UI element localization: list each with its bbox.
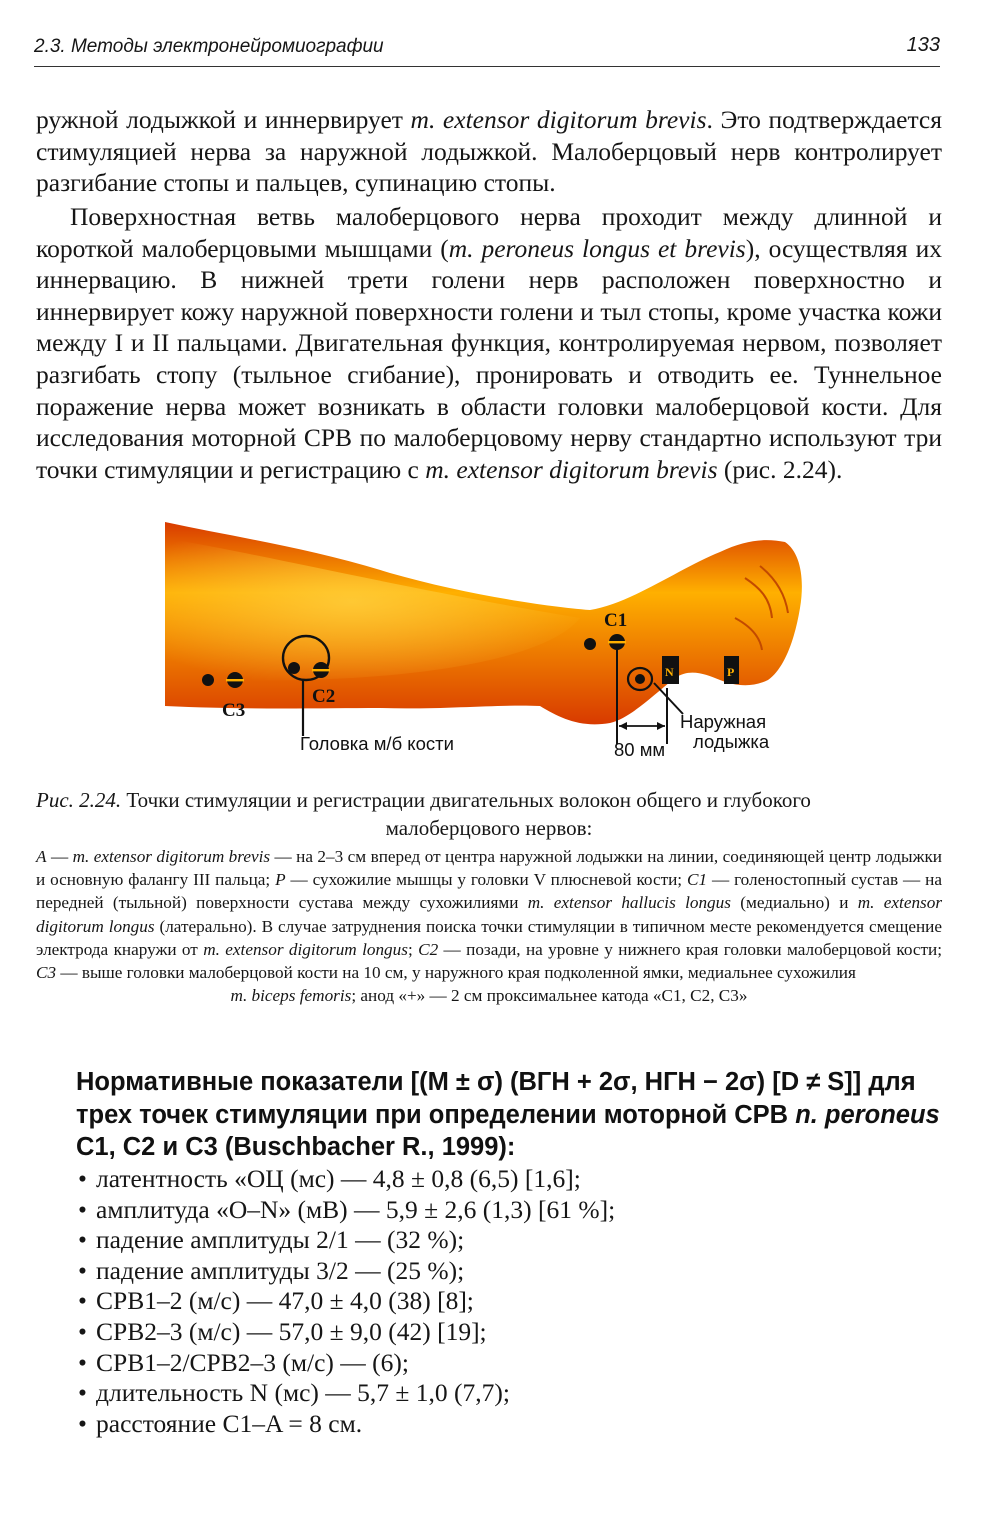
page-header [34, 30, 940, 67]
latin-term: P [275, 870, 286, 890]
c1-anode-dot [584, 638, 596, 650]
distance-arrowhead-right [657, 722, 665, 730]
running-title: 2.3. Методы электронейромиографии [34, 36, 384, 57]
text-run: (рис. 2.24). [717, 454, 843, 484]
distance-label: 80 мм [614, 739, 666, 760]
c1-cathode-line [608, 641, 626, 643]
caption-line-1 [36, 786, 942, 814]
list-item: • падение амплитуды 3/2 — (25 %); [78, 1256, 615, 1287]
text-run: Нормативные показатели [(M ± σ) (ВГН + 2σ, НГН − 2σ) [D ≠ S]] для трех точек стимуляции при определении моторной СРВ [76, 1068, 916, 1129]
latin-term: C2 [418, 939, 439, 959]
text-run: — сухожилие мышцы у головки V плюсневой кости; [285, 870, 687, 890]
text-run: — позади, на уровне у нижнего края головки малоберцовой кости; [438, 939, 943, 959]
latin-term: m. extensor digitorum longus [36, 893, 943, 936]
latin-term: C3 [36, 963, 57, 983]
fibula-head-label: Головка м/б кости [300, 733, 454, 754]
text-run: — на 2–3 см вперед от центра наружной лодыжки на линии, соединяющей центр лодыжки и основную фалангу III пальца; [36, 847, 942, 890]
list-item: • падение амплитуды 2/1 — (32 %); [78, 1225, 615, 1256]
malleolus-dot [635, 674, 645, 684]
leg-illustration [160, 518, 820, 770]
figure-leg-stimulation-points [160, 518, 820, 770]
malleolus-label-line1: Наружная [680, 711, 767, 732]
legend-last-line [36, 984, 942, 1007]
list-item: • расстояние C1–A = 8 см. [78, 1409, 615, 1440]
text-run: — выше головки малоберцовой кости на 10 см, у наружного края подколенной ямки, медиальнее сухожилия [56, 963, 856, 983]
c2-anode-dot [288, 662, 300, 674]
c3-anode-dot [202, 674, 214, 686]
p-label: P [727, 665, 735, 679]
text-run: ; анод «+» — 2 см проксимальнее катода «C1, C2, C3» [351, 986, 748, 1006]
list-item: • СРВ2–3 (м/с) — 57,0 ± 9,0 (42) [19]; [78, 1317, 615, 1348]
latin-term: m. extensor digitorum brevis [425, 454, 718, 484]
normative-values-heading [76, 1066, 942, 1164]
caption-label: Рис. 2.24. [36, 788, 122, 812]
c2-cathode-line [312, 669, 330, 671]
distance-arrowhead-left [619, 722, 627, 730]
latin-term: m. extensor digitorum brevis [72, 847, 271, 866]
text-run: — голеностопный сустав — на передней (тыльной) поверхности сустава между сухожилиями [36, 870, 942, 913]
latin-term: n. peroneus [795, 1100, 940, 1129]
text-run: ; [407, 939, 419, 959]
list-item: • СРВ1–2 (м/с) — 47,0 ± 4,0 (38) [8]; [78, 1286, 615, 1317]
list-item: • длительность N (мс) — 5,7 ± 1,0 (7,7); [78, 1378, 615, 1409]
text-run: ружной лодыжкой и иннервирует [36, 105, 411, 134]
c3-cathode-line [226, 679, 244, 681]
text-run: (латерально). В случае затруднения поиска точки стимуляции в типичном месте рекомендуется смещение электрода кнаружи от [36, 916, 942, 959]
paragraph-2 [36, 201, 942, 485]
text-run: (медиально) и [730, 893, 858, 913]
latin-term: m. extensor digitorum brevis [410, 105, 707, 134]
list-item: • амплитуда «O–N» (мВ) — 5,9 ± 2,6 (1,3) [61 %]; [78, 1195, 615, 1226]
malleolus-label-line2: лодыжка [693, 731, 770, 752]
latin-term: C1 [686, 870, 708, 890]
page-number: 133 [906, 34, 940, 56]
text-run: C1, C2 и C3 (Buschbacher R., 1999): [76, 1133, 516, 1161]
paragraph-1 [36, 104, 942, 199]
c2-label: C2 [312, 686, 336, 707]
c3-label: C3 [222, 700, 246, 721]
malleolus-pointer [654, 683, 683, 714]
normative-values-list [78, 1164, 615, 1439]
list-item: • СРВ1–2/СРВ2–3 (м/с) — (6); [78, 1348, 615, 1379]
caption-line-2: малоберцового нервов: [385, 816, 593, 840]
legend-body [36, 847, 942, 982]
text-run: — [46, 847, 73, 866]
latin-term: A [36, 847, 47, 866]
latin-term: m. peroneus longus et brevis [448, 233, 746, 263]
c1-label: C1 [604, 610, 628, 631]
text-run: . Это подтверждается стимуляцией нерва за наружной лодыжкой. Малоберцовый нерв контролирует разгибание стопы и пальцев, супинацию стопы. [36, 105, 942, 198]
text-run: ), осуществляя их иннервацию. В нижней трети голени нерв расположен поверхностно и иннервирует кожу наружной поверхности голени и тыл стопы, кроме участка кожи между I и II пальцами. Двигательная функция, контролируемая нервом, позволяет разгибать стопу (тыльное сгибание), пронировать и отводить ее. Туннельное поражение нерва может возникать в области головки малоберцовой кости. Для исследования моторной СРВ по малоберцовому нерву стандартно используют три точки стимуляции и регистрацию с [36, 233, 942, 484]
text-run: Поверхностная ветвь малоберцового нерва проходит между длинной и короткой малоберцовыми мышцами ( [36, 202, 942, 263]
latin-term: m. biceps femoris [230, 986, 352, 1006]
caption-text-1: Точки стимуляции и регистрации двигательных волокон общего и глубокого [121, 788, 811, 812]
figure-legend [36, 845, 942, 1007]
figure-caption [36, 786, 942, 842]
latin-term: m. extensor digitorum longus [203, 939, 408, 959]
n-label: N [665, 665, 674, 679]
list-item: • латентность «ОЦ (мс) — 4,8 ± 0,8 (6,5) [1,6]; [78, 1164, 615, 1195]
latin-term: m. extensor hallucis longus [527, 893, 731, 913]
